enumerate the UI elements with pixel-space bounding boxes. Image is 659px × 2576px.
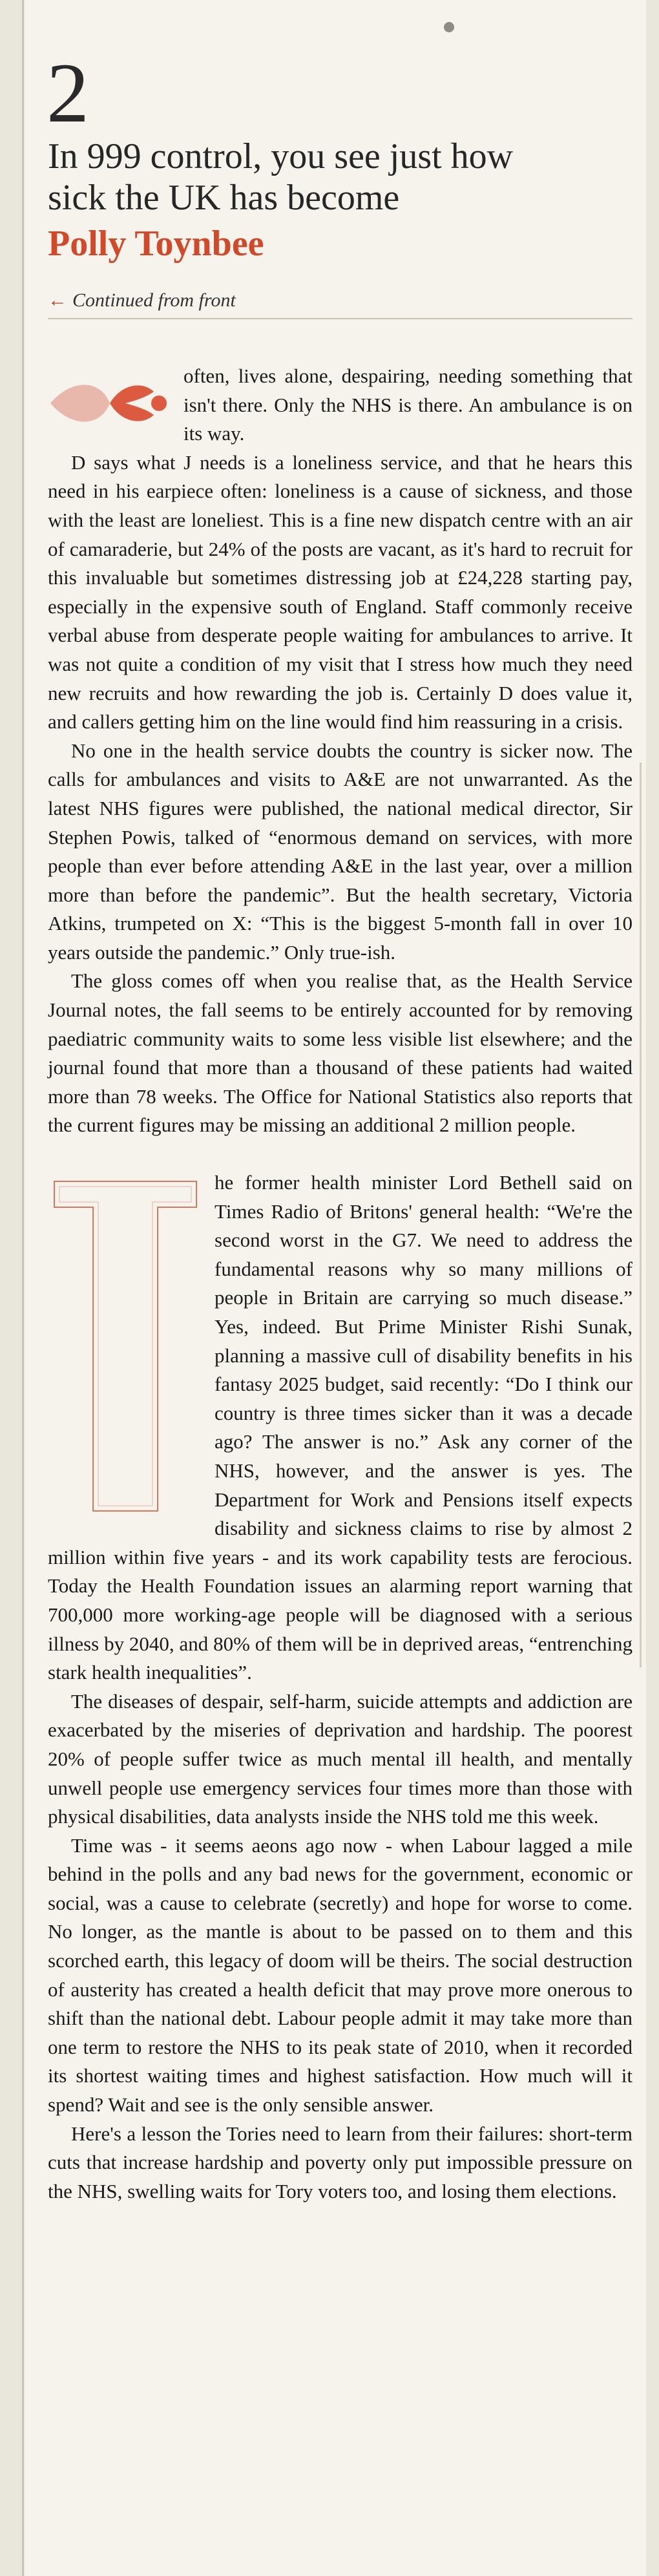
continued-label: Continued from front xyxy=(72,290,236,311)
column-rule xyxy=(640,763,642,1667)
leaf-ornament-icon xyxy=(45,364,174,442)
article-paragraph: often, lives alone, despairing, needing something that isn't there. Only the NHS is there. An ambulance is on its way. xyxy=(183,364,633,445)
article-paragraph: The diseases of despair, self-harm, suicide attempts and addiction are exacerbated by the miseries of deprivation and hardship. The poorest 20% of people suffer twice as much mental ill health, and mentally unwell people use emergency services four times more than those with physical disabilities, data analysts inside the NHS told me this week. xyxy=(48,1689,633,1828)
article-paragraph: he former health minister Lord Bethell said on Times Radio of Britons' general health: “We're the second worst in the G7. We need to address the fundamental reasons why so many millions of people in Britain are carrying so much disease.” Yes, indeed. But Prime Minister Rishi Sunak, planning a massive cull of disability benefits in his fantasy 2025 budget, said recently: “Do I think our country is three times sicker than it was a decade ago? The answer is no.” Ask any corner of the NHS, however, and the answer is yes. The Department for Work and Pensions itself expects disability and sickness claims to rise by almost 2 million within five years - and its work capability tests are ferocious. Today the Health Foundation issues an alarming report warning that 700,000 more working-age people will be diagnosed with a serious illness by 2040, and 80% of them will be in deprived areas, “entrenching stark health inequalities”. xyxy=(48,1171,633,1684)
article-paragraph: The gloss comes off when you realise that, as the Health Service Journal notes, the fall seems to be entirely accounted for by removing paediatric community waits to some less visible list elsewhere; and the journal found that more than a thousand of these patients had waited more than 78 weeks. The Office for National Statistics also reports that the current figures may be missing an additional 2 million people. xyxy=(48,969,633,1137)
article-paragraph: Here's a lesson the Tories need to learn from their failures: short-term cuts that increase hardship and poverty only put impossible pressure on the NHS, swelling waits for Tory voters too, and losing them elections. xyxy=(48,2122,633,2202)
article-paragraph: D says what J needs is a loneliness service, and that he hears this need in his earpiece often: loneliness is a cause of sickness, and those with the least are loneliest. This is a fine new dispatch centre with an air of camaraderie, but 24% of the posts are vacant, as it's hard to recruit for this invaluable but sometimes distressing job at £24,228 starting pay, especially in the expensive south of England. Staff commonly receive verbal abuse from desperate people waiting for ambulances to arrive. It was not quite a condition of my visit that I stress how much they need new recruits and how rewarding the job is. Certainly D does value it, and callers getting him on the line would find him reassuring in a crisis. xyxy=(48,450,633,734)
arrow-left-icon: ← xyxy=(48,290,67,311)
page-left-edge xyxy=(22,0,24,2576)
article-body xyxy=(48,362,633,2206)
page-number: 2 xyxy=(47,45,89,140)
article-paragraph: Time was - it seems aeons ago now - when Labour lagged a mile behind in the polls and any bad news for the government, economic or social, was a cause to celebrate (secretly) and hope for worse to come. No longer, as the mantle is about to be passed on to them and this scorched earth, this legacy of doom will be theirs. The social destruction of austerity has created a health deficit that may prove more onerous to shift than the national debt. Labour people admit it may take more than one term to restore the NHS to its peak state of 2010, when it recorded its shortest waiting times and highest satisfaction. How much will it spend? Wait and see is the only sensible answer. xyxy=(48,1833,633,2117)
article-paragraph: No one in the health service doubts the country is sicker now. The calls for ambulances and visits to A&E are not unwarranted. As the latest NHS figures were published, the national medical director, Sir Stephen Powis, talked of “enormous demand on services, with more people than ever before attending A&E in the last year, over a million more than before the pandemic”. But the health secretary, Victoria Atkins, trumpeted on X: “This is the biggest 5-month fall in over 10 years outside the pandemic.” Only true-ish. xyxy=(48,739,633,964)
headline: In 999 control, you see just how sick the UK has become xyxy=(48,136,514,218)
section-break xyxy=(48,1140,633,1168)
byline: Polly Toynbee xyxy=(48,224,264,264)
punch-hole xyxy=(444,22,454,32)
continued-from-front[interactable] xyxy=(48,290,633,319)
drop-cap-t-icon xyxy=(48,1175,203,1517)
